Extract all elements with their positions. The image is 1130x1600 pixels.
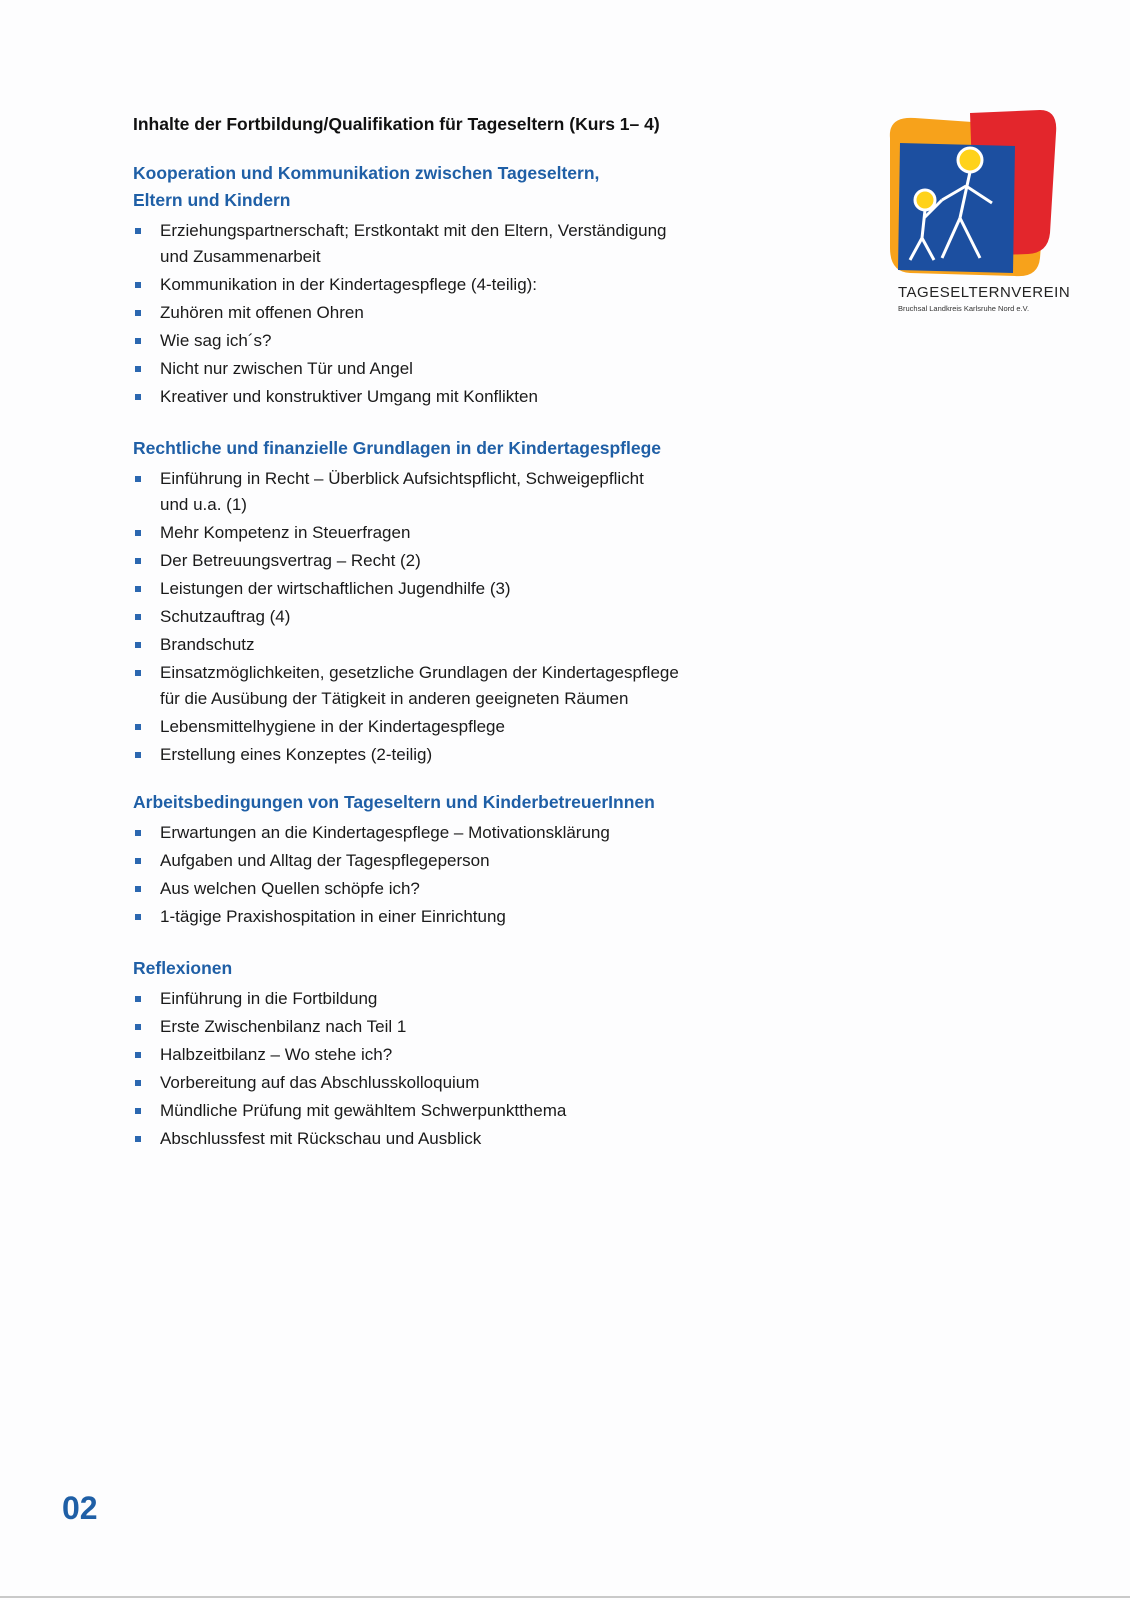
bullet-list bbox=[133, 986, 773, 1152]
list-item: Mündliche Prüfung mit gewähltem Schwerpunktthema bbox=[133, 1098, 773, 1124]
bullet-icon bbox=[135, 724, 141, 730]
document-title: Inhalte der Fortbildung/Qualifikation für Tageseltern (Kurs 1– 4) bbox=[133, 114, 660, 134]
bullet-icon bbox=[135, 338, 141, 344]
list-item: Erwartungen an die Kindertagespflege – Motivationsklärung bbox=[133, 820, 773, 846]
logo-name: TAGESELTERNVEREIN bbox=[898, 284, 1071, 301]
bullet-icon bbox=[135, 752, 141, 758]
section-reflexionen bbox=[133, 955, 773, 1154]
list-item: Lebensmittelhygiene in der Kindertagespflege bbox=[133, 714, 773, 740]
bullet-icon bbox=[135, 394, 141, 400]
tageselternverein-logo bbox=[880, 108, 1070, 308]
bullet-icon bbox=[135, 1024, 141, 1030]
list-item: Halbzeitbilanz – Wo stehe ich? bbox=[133, 1042, 773, 1068]
list-item: Leistungen der wirtschaftlichen Jugendhilfe (3) bbox=[133, 576, 773, 602]
logo-subtitle: Bruchsal Landkreis Karlsruhe Nord e.V. bbox=[898, 304, 1030, 313]
bullet-icon bbox=[135, 558, 141, 564]
list-item: Nicht nur zwischen Tür und Angel bbox=[133, 356, 773, 382]
bullet-icon bbox=[135, 310, 141, 316]
list-item: Vorbereitung auf das Abschlusskolloquium bbox=[133, 1070, 773, 1096]
list-item: Erstellung eines Konzeptes (2-teilig) bbox=[133, 742, 773, 768]
list-item: Brandschutz bbox=[133, 632, 773, 658]
list-item: Aufgaben und Alltag der Tagespflegeperson bbox=[133, 848, 773, 874]
list-item: Aus welchen Quellen schöpfe ich? bbox=[133, 876, 773, 902]
list-item: Der Betreuungsvertrag – Recht (2) bbox=[133, 548, 773, 574]
section-rechtliche-grundlagen bbox=[133, 435, 773, 770]
bullet-icon bbox=[135, 614, 141, 620]
section-heading: Arbeitsbedingungen von Tageseltern und KinderbetreuerInnen bbox=[133, 792, 655, 812]
bullet-icon bbox=[135, 886, 141, 892]
list-item: Zuhören mit offenen Ohren bbox=[133, 300, 773, 326]
list-item: Mehr Kompetenz in Steuerfragen bbox=[133, 520, 773, 546]
bullet-icon bbox=[135, 476, 141, 482]
bullet-icon bbox=[135, 1136, 141, 1142]
bullet-icon bbox=[135, 670, 141, 676]
bullet-list bbox=[133, 466, 773, 768]
list-item: Erziehungspartnerschaft; Erstkontakt mit den Eltern, Verständigung und Zusammenarbeit bbox=[133, 218, 773, 270]
page-bottom-edge bbox=[0, 1596, 1130, 1598]
bullet-icon bbox=[135, 530, 141, 536]
bullet-icon bbox=[135, 830, 141, 836]
section-kooperation bbox=[133, 160, 773, 412]
section-heading: Kooperation und Kommunikation zwischen Tageseltern, Eltern und Kindern bbox=[133, 163, 600, 210]
list-item: 1-tägige Praxishospitation in einer Einrichtung bbox=[133, 904, 773, 930]
list-item: Einführung in Recht – Überblick Aufsichtspflicht, Schweigepflicht und u.a. (1) bbox=[133, 466, 773, 518]
bullet-icon bbox=[135, 1052, 141, 1058]
bullet-icon bbox=[135, 858, 141, 864]
bullet-icon bbox=[135, 996, 141, 1002]
bullet-icon bbox=[135, 228, 141, 234]
list-item: Abschlussfest mit Rückschau und Ausblick bbox=[133, 1126, 773, 1152]
bullet-icon bbox=[135, 586, 141, 592]
bullet-list bbox=[133, 218, 773, 410]
section-arbeitsbedingungen bbox=[133, 789, 773, 932]
bullet-icon bbox=[135, 914, 141, 920]
list-item: Erste Zwischenbilanz nach Teil 1 bbox=[133, 1014, 773, 1040]
list-item: Wie sag ich´s? bbox=[133, 328, 773, 354]
bullet-icon bbox=[135, 1108, 141, 1114]
section-heading: Reflexionen bbox=[133, 958, 233, 978]
bullet-icon bbox=[135, 282, 141, 288]
bullet-icon bbox=[135, 1080, 141, 1086]
bullet-list bbox=[133, 820, 773, 930]
bullet-icon bbox=[135, 366, 141, 372]
list-item: Kommunikation in der Kindertagespflege (4-teilig): bbox=[133, 272, 773, 298]
list-item: Einsatzmöglichkeiten, gesetzliche Grundlagen der Kindertagespflege für die Ausübung der Tätigkeit in anderen geeigneten Räumen bbox=[133, 660, 773, 712]
page-number: 02 bbox=[62, 1490, 98, 1526]
list-item: Einführung in die Fortbildung bbox=[133, 986, 773, 1012]
section-heading: Rechtliche und finanzielle Grundlagen in der Kindertagespflege bbox=[133, 438, 661, 458]
bullet-icon bbox=[135, 642, 141, 648]
list-item: Schutzauftrag (4) bbox=[133, 604, 773, 630]
list-item: Kreativer und konstruktiver Umgang mit Konflikten bbox=[133, 384, 773, 410]
